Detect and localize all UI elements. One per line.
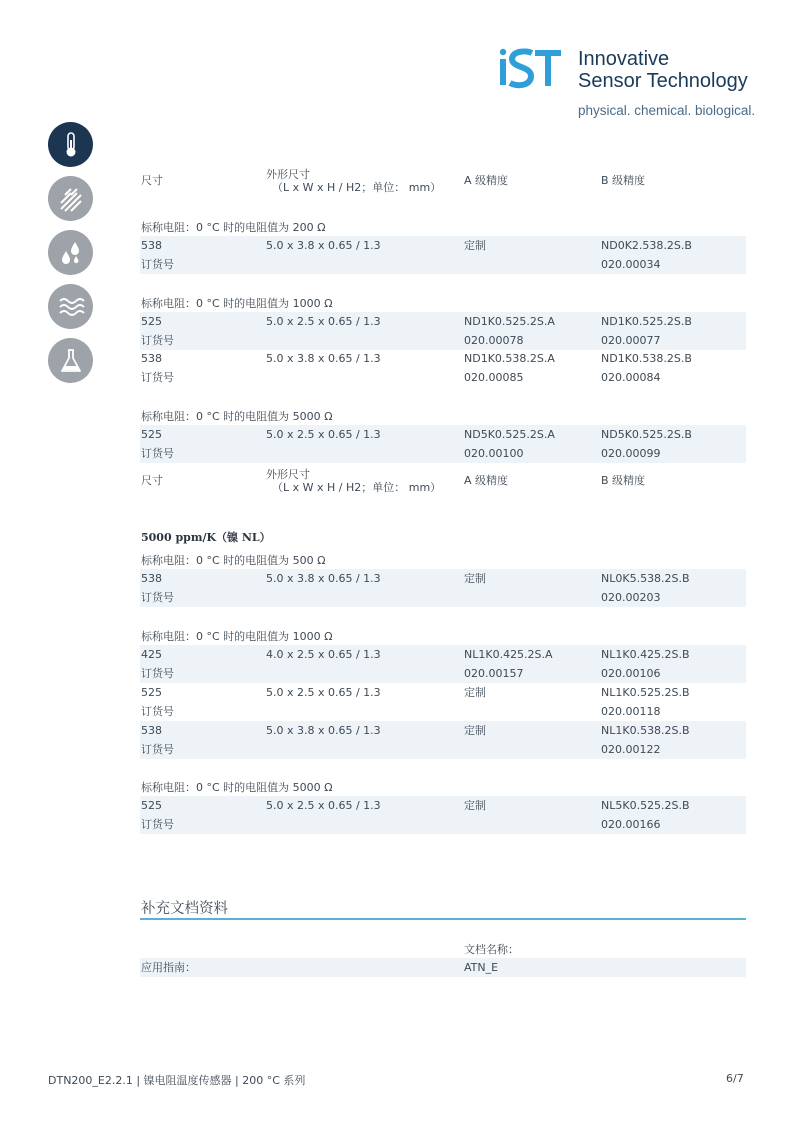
header-size: 尺寸	[141, 474, 163, 487]
group-label: 标称电阻：0 °C 时的电阻值为 500 Ω	[141, 554, 326, 567]
header-class-b: B 级精度	[601, 174, 646, 187]
page-number: 6/7	[726, 1072, 744, 1085]
table-row: 538 订货号 5.0 x 3.8 x 0.65 / 1.3 定制 ND0K2.538.2S.B 020.00034	[140, 236, 746, 274]
chemistry-nav[interactable]	[48, 338, 93, 383]
brand-line-2: Sensor Technology	[578, 70, 748, 92]
header-class-a: A 级精度	[464, 174, 509, 187]
table-row: 525 订货号 5.0 x 2.5 x 0.65 / 1.3 ND5K0.525.2S.A 020.00100 ND5K0.525.2S.B 020.00099	[140, 425, 746, 463]
table-row: 425 订货号 4.0 x 2.5 x 0.65 / 1.3 NL1K0.425.2S.A 020.00157 NL1K0.425.2S.B 020.00106	[140, 645, 746, 683]
table-row: 525 订货号 5.0 x 2.5 x 0.65 / 1.3 ND1K0.525.2S.A 020.00078 ND1K0.525.2S.B 020.00077	[140, 312, 746, 350]
droplets-icon	[57, 239, 85, 267]
header-dims: 外形尺寸 （L x W x H / H2；单位： mm）	[266, 468, 442, 494]
header-dims: 外形尺寸 （L x W x H / H2；单位： mm）	[266, 168, 442, 194]
group-label: 标称电阻：0 °C 时的电阻值为 1000 Ω	[141, 630, 333, 643]
table-row: 538 订货号 5.0 x 3.8 x 0.65 / 1.3 定制 NL0K5.538.2S.B 020.00203	[140, 569, 746, 607]
thermometer-nav[interactable]	[48, 122, 93, 167]
header-class-b: B 级精度	[601, 474, 646, 487]
waves-icon	[57, 293, 85, 321]
group-label: 标称电阻：0 °C 时的电阻值为 5000 Ω	[141, 410, 333, 423]
table-row: 525 订货号 5.0 x 2.5 x 0.65 / 1.3 定制 NL5K0.525.2S.B 020.00166	[140, 796, 746, 834]
flow-arrows-icon	[57, 185, 85, 213]
brand-line-1: Innovative	[578, 48, 670, 70]
table-row: 538 订货号 5.0 x 3.8 x 0.65 / 1.3 ND1K0.538.2S.A 020.00085 ND1K0.538.2S.B 020.00084	[141, 352, 692, 384]
brand-name	[578, 48, 768, 92]
flask-icon	[57, 347, 85, 375]
table-row: 525 订货号 5.0 x 2.5 x 0.65 / 1.3 定制 NL1K0.525.2S.B 020.00118	[141, 686, 690, 718]
table-row[interactable]	[140, 958, 746, 977]
group-label: 标称电阻：0 °C 时的电阻值为 1000 Ω	[141, 297, 333, 310]
thermometer-icon	[57, 131, 85, 159]
table-row: 538 订货号 5.0 x 3.8 x 0.65 / 1.3 定制 NL1K0.538.2S.B 020.00122	[140, 721, 746, 759]
waves-nav[interactable]	[48, 284, 93, 329]
group-label: 标称电阻：0 °C 时的电阻值为 5000 Ω	[141, 781, 333, 794]
doc-link[interactable]: ATN_E	[464, 961, 499, 974]
doc-row-label: 应用指南：	[141, 961, 196, 974]
section-divider	[140, 918, 746, 920]
brand-tagline: physical. chemical. biological.	[578, 103, 756, 118]
header-class-a: A 级精度	[464, 474, 509, 487]
table-header-nd	[140, 168, 746, 208]
group-label: 标称电阻：0 °C 时的电阻值为 200 Ω	[141, 221, 326, 234]
ist-logo-mark	[498, 44, 562, 92]
docs-section-title: 补充文档资料	[141, 901, 228, 917]
doc-name-header: 文档名称：	[464, 943, 519, 956]
footer-doc-id: DTN200_E2.2.1 | 镍电阻温度传感器 | 200 °C 系列	[48, 1074, 306, 1087]
flow-nav[interactable]	[48, 176, 93, 221]
table-header-nl	[140, 468, 746, 508]
header-size: 尺寸	[141, 174, 163, 187]
nl-section-title: 5000 ppm/K（镍 NL）	[141, 531, 271, 544]
liquid-nav[interactable]	[48, 230, 93, 275]
